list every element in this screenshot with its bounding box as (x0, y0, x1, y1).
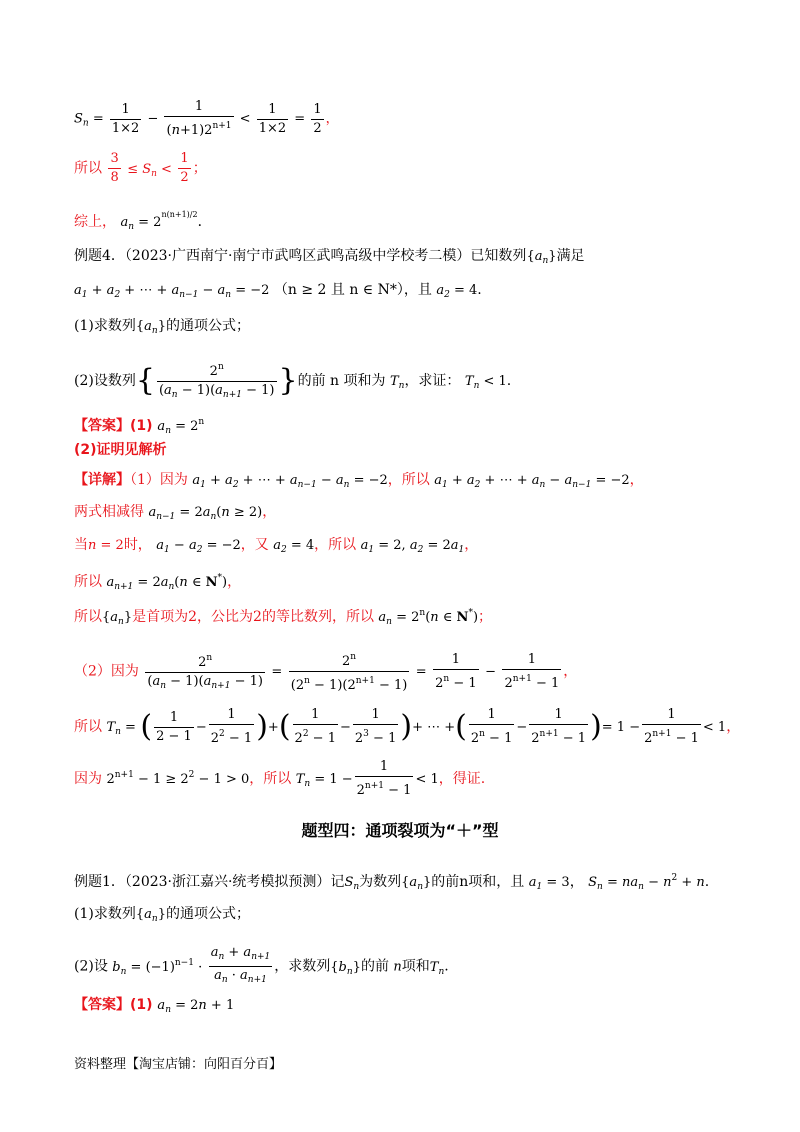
conclusion-line: 综上， $a_n = 2^{n(n+1)/2}$． (74, 210, 212, 232)
sn-inequality-line: $S_n$ = $\frac{1}{1\times 2}$ − $\frac{1}{(n+1)2^{n+1}}$ < $\frac{1}{1\times 2}$ = $\frac{1}{2}$ ， (74, 99, 339, 138)
detail-line1: 【详解】（1）因为 $a_1 + a_2$ + ⋯ + $a_{n-1} - a_n = -2$，所以 $a_1 + a_2$ + ⋯ + $a_n - a_{n-1} = -2$， (74, 472, 644, 490)
section-heading: 题型四：通项裂项为“＋”型 (301, 821, 499, 840)
example4-title: 例题4．（2023·广西南宁·南宁市武鸣区武鸣高级中学校考二模）已知数列$\{a_n\}$满足 (74, 248, 585, 266)
detail-line5: 所以$\{a_n\}$是首项为2，公比为2的等比数列，所以 $a_n = 2^n(n$ ∈ N*)； (74, 608, 493, 627)
detail-line6: （2）因为 $\frac{2^n}{(a_n - 1)(a_{n+1} - 1)}$ = $\frac{2^n}{(2^n - 1)(2^{n+1} - 1)}$ = $\frac{1}{2^n - 1}$ − $\frac{1}{2^{n+1} - 1}$ ， (74, 648, 577, 695)
example1-question2: (2)设 $b_n = (-1)^{n-1}$ · $\frac{a_n + a_{n+1}}{a_n \cdot a_{n+1}}$ ，求数列$\{b_n\}$的前 n项和$T_n$. (74, 945, 449, 985)
answer-line: 【答案】(1) $a_n = 2^n$ (74, 417, 205, 436)
detail-line7: 所以 $T_n$ = ( $\frac{1}{2 - 1}$ − $\frac{1}{2^2 - 1}$ )+( $\frac{1}{2^2 - 1}$ − $\frac{1}{2^3 - 1}$ )+ ⋯ +( $\frac{1}{2^n - 1}$ − $\frac{1}{2^{n+1} - 1}$ )= 1 − $\frac{1}{2^{n+1} - 1}$ < 1， (74, 707, 741, 746)
detail-line2: 两式相减得 $a_{n-1} = 2a_n(n \ge 2)$， (74, 504, 277, 522)
example1-answer: 【答案】(1) $a_n = 2n + 1$ (74, 997, 235, 1015)
example4-condition: $a_1 + a_2$ + ⋯ + $a_{n-1} - a_n = -2$ （n ≥ 2 且 n ∈ N*），且 $a_2 = 4$. (74, 282, 482, 300)
example1-question1: (1)求数列$\{a_n\}$的通项公式； (74, 906, 250, 924)
example4-question2: (2)设数列{ $\frac{2^n}{(a_n - 1)(a_{n+1} - 1)}$ }的前 n 项和为 $T_n$，求证： $T_n < 1$. (74, 358, 511, 404)
detail-line3: 当n = 2时， $a_1 - a_2 = -2$，又 $a_2 = 4$，所以 $a_1 = 2$, $a_2 = 2a_1$， (74, 537, 479, 555)
answer-part2: (2)证明见解析 (74, 442, 167, 458)
example4-question1: (1)求数列$\{a_n\}$的通项公式； (74, 318, 250, 336)
detail-line4: 所以 $a_{n+1} = 2a_n(n$ ∈ N*)， (74, 573, 242, 592)
footer-text: 资料整理【淘宝店铺：向阳百分百】 (74, 1057, 283, 1072)
sn-range-line: 所以 $\frac{3}{8}$ ≤ $S_n$ < $\frac{1}{2}$ ； (74, 151, 207, 185)
detail-line8: 因为 $2^{n+1} - 1 \ge 2^2 - 1 > 0$，所以 $T_n = 1$ − $\frac{1}{2^{n+1} - 1}$ < 1，得证. (74, 759, 486, 798)
example1-title: 例题1．（2023·浙江嘉兴·统考模拟预测）记$S_n$为数列$\{a_n\}$的前n项和，且 $a_1 = 3$， $S_n = na_n - n^2 + n$. (74, 873, 710, 892)
